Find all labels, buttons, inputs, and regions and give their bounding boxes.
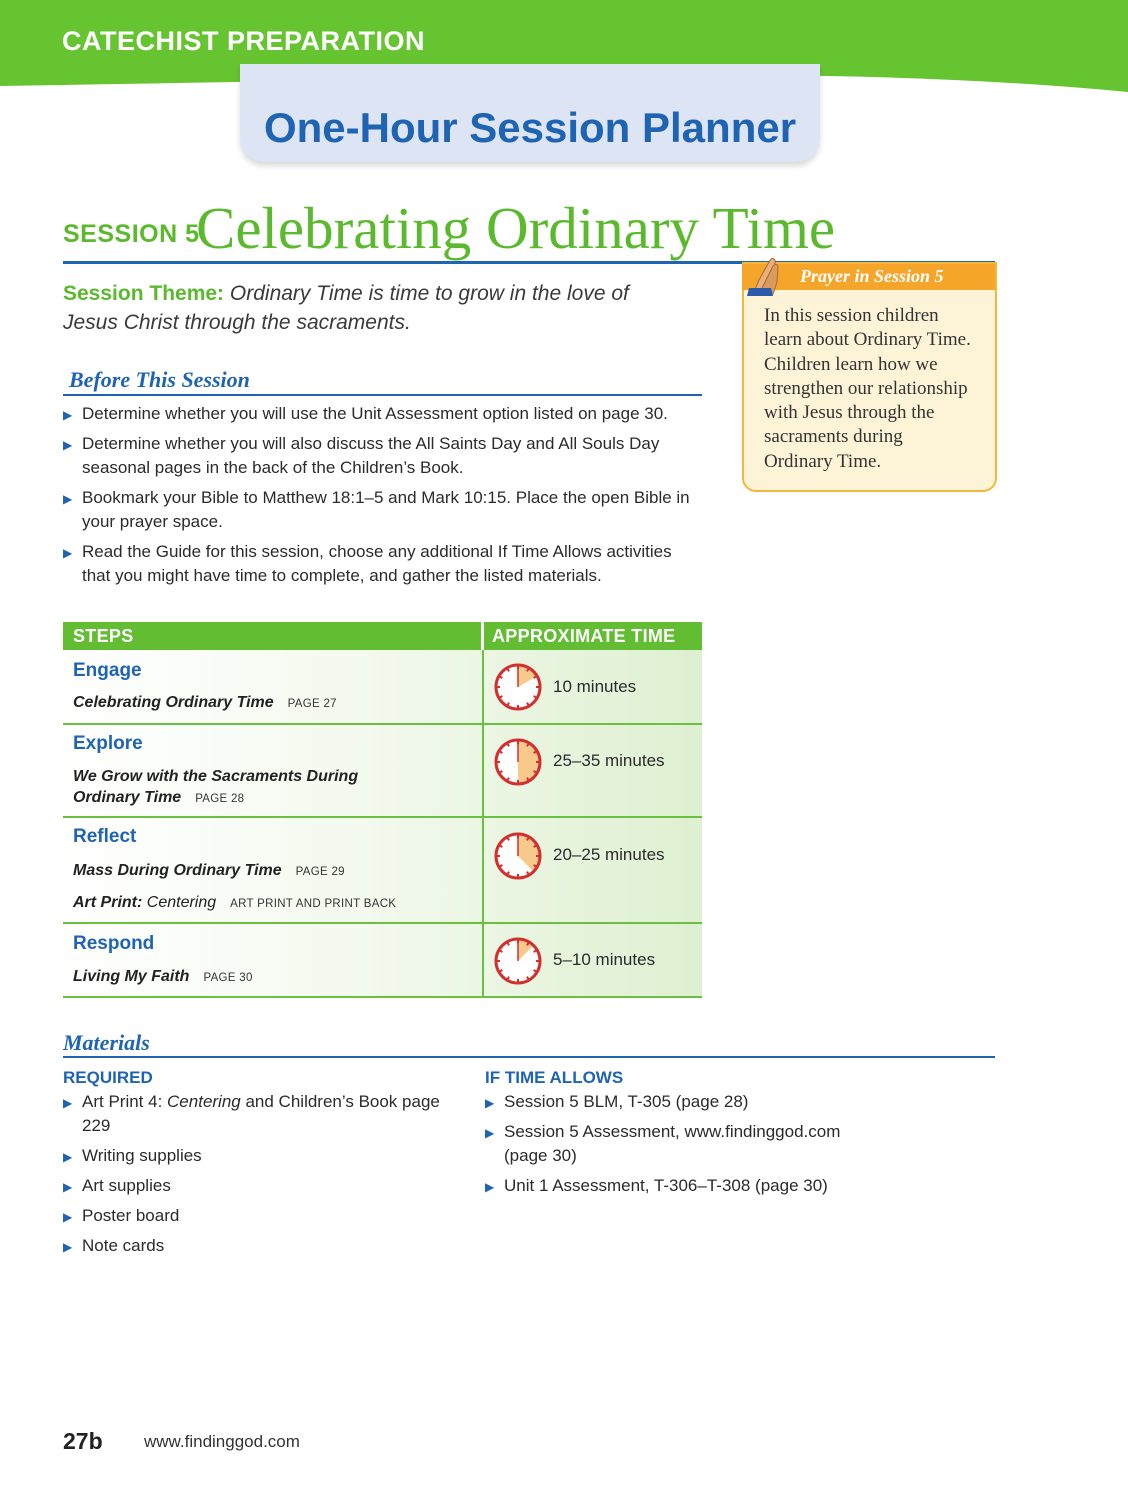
triangle-bullet-icon: ▶ bbox=[63, 1096, 73, 1110]
triangle-bullet-icon: ▶ bbox=[63, 438, 73, 452]
triangle-bullet-icon: ▶ bbox=[63, 1210, 73, 1224]
triangle-bullet-icon: ▶ bbox=[485, 1180, 495, 1194]
step-time: 25–35 minutes bbox=[553, 751, 665, 770]
footer-url: www.findinggod.com bbox=[144, 1432, 300, 1451]
step-name: Reflect bbox=[73, 826, 137, 847]
list-item: ▶ Session 5 Assessment, www.findinggod.com (page 30) bbox=[485, 1122, 841, 1165]
triangle-bullet-icon: ▶ bbox=[63, 1150, 73, 1164]
before-session-list bbox=[63, 402, 693, 594]
list-item: ▶ Art supplies bbox=[63, 1174, 443, 1198]
row-divider bbox=[63, 996, 702, 998]
step-name: Engage bbox=[73, 660, 142, 681]
page-title: One-Hour Session Planner bbox=[263, 104, 797, 151]
list-item: ▶ Determine whether you will use the Unit Assessment option listed on page 30. bbox=[63, 402, 693, 426]
list-item: ▶ Read the Guide for this session, choose any additional If Time Allows activities that you might have time to complete, and gather the listed materials. bbox=[63, 542, 672, 585]
list-item: ▶ Writing supplies bbox=[63, 1144, 443, 1168]
list-item: ▶ Art Print 4: Centering and Children’s Book page 229 bbox=[63, 1092, 440, 1135]
triangle-bullet-icon: ▶ bbox=[63, 1240, 73, 1254]
step-time: 20–25 minutes bbox=[553, 845, 665, 864]
step-name: Respond bbox=[73, 933, 155, 954]
materials-divider bbox=[63, 1056, 995, 1058]
triangle-bullet-icon: ▶ bbox=[63, 1180, 73, 1194]
list-item: ▶ Unit 1 Assessment, T-306–T-308 (page 30) bbox=[485, 1174, 885, 1198]
page-reference: PAGE 28 bbox=[195, 793, 245, 805]
list-item: ▶ Poster board bbox=[63, 1204, 443, 1228]
page-number: 27b bbox=[63, 1428, 103, 1454]
page-reference: ART PRINT AND PRINT BACK bbox=[230, 898, 397, 910]
step-name: Explore bbox=[73, 733, 143, 754]
column-divider bbox=[482, 650, 484, 998]
step-time: 5–10 minutes bbox=[553, 950, 656, 969]
step-activity: Celebrating Ordinary Time PAGE 27 bbox=[73, 694, 337, 711]
theme-text: Ordinary Time is time to grow in the love of Jesus Christ through the sacraments. bbox=[63, 282, 629, 334]
clock-icon bbox=[492, 736, 544, 788]
required-materials-list bbox=[63, 1090, 443, 1264]
clock-icon bbox=[492, 830, 544, 882]
step-activity: Mass During Ordinary Time PAGE 29 bbox=[73, 862, 345, 879]
session-theme bbox=[63, 279, 683, 337]
triangle-bullet-icon: ▶ bbox=[63, 546, 73, 560]
triangle-bullet-icon: ▶ bbox=[485, 1096, 495, 1110]
page-reference: PAGE 27 bbox=[287, 698, 337, 710]
step-activity: We Grow with the Sacraments During Ordinary Time PAGE 28 bbox=[73, 768, 359, 806]
required-heading: REQUIRED bbox=[63, 1068, 153, 1087]
if-time-allows-list bbox=[485, 1090, 885, 1204]
triangle-bullet-icon: ▶ bbox=[63, 408, 73, 422]
triangle-bullet-icon: ▶ bbox=[485, 1126, 495, 1140]
step-activity: Living My Faith PAGE 30 bbox=[73, 968, 253, 985]
clock-icon bbox=[492, 935, 544, 987]
column-header-time: APPROXIMATE TIME bbox=[484, 622, 702, 650]
praying-hands-icon bbox=[745, 254, 789, 296]
section-kicker: CATECHIST PREPARATION bbox=[62, 26, 426, 56]
step-activity: Art Print: Centering ART PRINT AND PRINT BACK bbox=[73, 894, 397, 911]
session-title: Celebrating Ordinary Time bbox=[196, 195, 836, 261]
before-session-divider bbox=[63, 394, 702, 396]
prayer-box-title: Prayer in Session 5 bbox=[800, 266, 944, 286]
clock-icon bbox=[492, 661, 544, 713]
list-item: ▶ Session 5 BLM, T-305 (page 28) bbox=[485, 1090, 885, 1114]
list-item: ▶ Note cards bbox=[63, 1234, 443, 1258]
step-time: 10 minutes bbox=[553, 677, 637, 696]
page-reference: PAGE 30 bbox=[203, 972, 253, 984]
if-time-allows-heading: IF TIME ALLOWS bbox=[485, 1068, 624, 1087]
list-item: ▶ Bookmark your Bible to Matthew 18:1–5 and Mark 10:15. Place the open Bible in your prayer space. bbox=[63, 488, 690, 531]
session-number: SESSION 5 bbox=[63, 220, 200, 248]
prayer-box-text: In this session children learn about Ordinary Time. Children learn how we strengthen our relationship with Jesus through the sacraments during Ordinary Time. bbox=[764, 305, 971, 472]
column-header-steps: STEPS bbox=[63, 622, 481, 650]
triangle-bullet-icon: ▶ bbox=[63, 492, 73, 506]
materials-heading: Materials bbox=[63, 1030, 150, 1055]
theme-label: Session Theme: bbox=[63, 282, 225, 305]
list-item: ▶ Determine whether you will also discuss the All Saints Day and All Souls Day seasonal pages in the back of the Children’s Book. bbox=[63, 434, 660, 477]
page-reference: PAGE 29 bbox=[295, 866, 345, 878]
before-session-heading: Before This Session bbox=[69, 367, 250, 392]
